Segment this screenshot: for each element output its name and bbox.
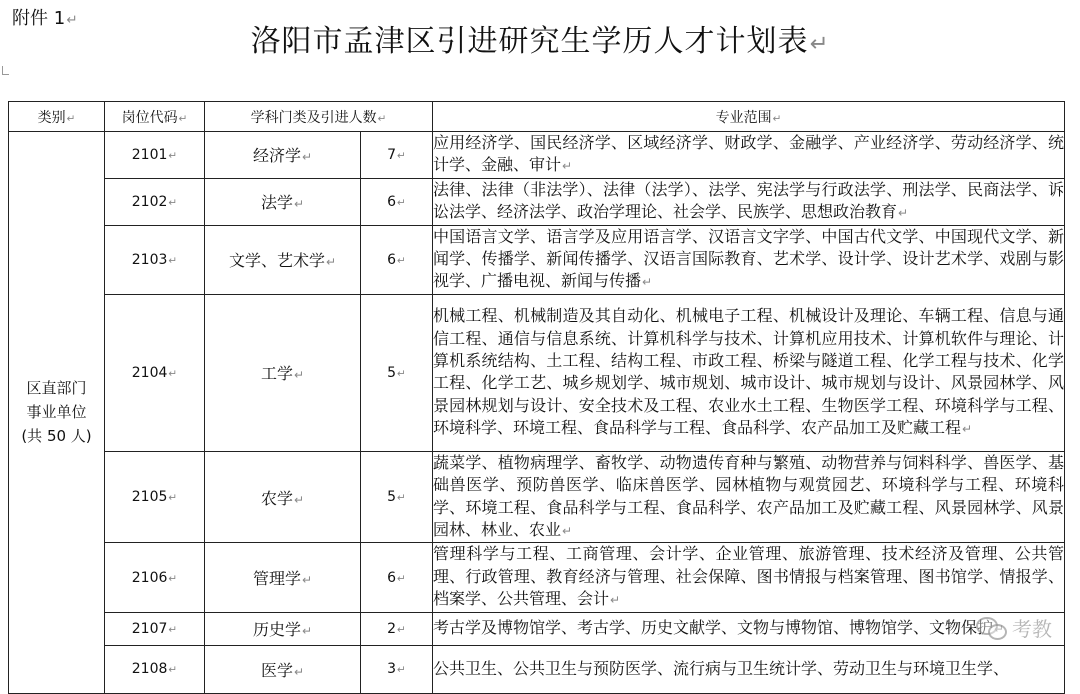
count-cell: 5↵ bbox=[361, 451, 433, 543]
scope-cell: 中国语言文学、语言学及应用语言学、汉语言文字学、中国古代文学、中国现代文学、新闻学、传播学、新闻传播学、汉语言国际教育、艺术学、设计学、设计艺术学、戏剧与影视学、广播电视、新闻与传播↵ bbox=[433, 225, 1065, 294]
count-cell: 5↵ bbox=[361, 294, 433, 451]
header-category: 类别↵ bbox=[9, 102, 105, 132]
scope-cell: 法律、法律（非法学）、法律（法学）、法学、宪法学与行政法学、刑法学、民商法学、诉讼法学、经济法学、政治学理论、社会学、民族学、思想政治教育↵ bbox=[433, 178, 1065, 225]
table-row bbox=[9, 225, 1065, 294]
header-code: 岗位代码↵ bbox=[105, 102, 205, 132]
table-row bbox=[9, 178, 1065, 225]
header-scope: 专业范围↵ bbox=[433, 102, 1065, 132]
table-row bbox=[9, 543, 1065, 612]
attachment-label: 附件 1↵ bbox=[12, 8, 78, 29]
scope-cell: 管理科学与工程、工商管理、会计学、企业管理、旅游管理、技术经济及管理、公共管理、行政管理、教育经济与管理、社会保障、图书情报与档案管理、图书馆学、情报学、档案学、公共管理、会计↵ bbox=[433, 543, 1065, 612]
table-row bbox=[9, 294, 1065, 451]
scope-cell: 应用经济学、国民经济学、区域经济学、财政学、金融学、产业经济学、劳动经济学、统计学、金融、审计↵ bbox=[433, 132, 1065, 179]
code-cell: 2106↵ bbox=[105, 543, 205, 612]
scope-cell: 蔬菜学、植物病理学、畜牧学、动物遗传育种与繁殖、动物营养与饲料科学、兽医学、基础兽医学、预防兽医学、临床兽医学、园林植物与观赏园艺、环境科学与工程、环境科学、环境工程、食品科学与工程、食品科学、农产品加工及贮藏工程、风景园林学、风景园林、林业、农业↵ bbox=[433, 451, 1065, 543]
page-title: 洛阳市孟津区引进研究生学历人才计划表↵ bbox=[250, 24, 830, 59]
code-cell: 2101↵ bbox=[105, 132, 205, 179]
category-cell bbox=[9, 132, 105, 694]
code-cell: 2104↵ bbox=[105, 294, 205, 451]
subject-cell: 医学↵ bbox=[205, 645, 361, 693]
subject-cell: 历史学↵ bbox=[205, 612, 361, 645]
category-line: 区直部门 bbox=[26, 379, 87, 398]
count-cell: 2↵ bbox=[361, 612, 433, 645]
subject-cell: 文学、艺术学↵ bbox=[205, 225, 361, 294]
subject-cell: 农学↵ bbox=[205, 451, 361, 543]
count-cell: 7↵ bbox=[361, 132, 433, 179]
table-row bbox=[9, 132, 1065, 179]
header-subject-count: 学科门类及引进人数↵ bbox=[205, 102, 433, 132]
subject-cell: 经济学↵ bbox=[205, 132, 361, 179]
table-row bbox=[9, 645, 1065, 693]
category-line: (共 50 人) bbox=[21, 427, 92, 446]
code-cell: 2108↵ bbox=[105, 645, 205, 693]
category-line: 事业单位 bbox=[26, 403, 87, 422]
code-cell: 2102↵ bbox=[105, 178, 205, 225]
subject-cell: 法学↵ bbox=[205, 178, 361, 225]
code-cell: 2103↵ bbox=[105, 225, 205, 294]
table-row bbox=[9, 451, 1065, 543]
count-cell: 6↵ bbox=[361, 543, 433, 612]
code-cell: 2107↵ bbox=[105, 612, 205, 645]
margin-marker bbox=[2, 66, 9, 75]
subject-cell: 工学↵ bbox=[205, 294, 361, 451]
table-header-row bbox=[9, 102, 1065, 132]
scope-cell: 考古学及博物馆学、考古学、历史文献学、文物与博物馆、博物馆学、文物保护↵ bbox=[433, 612, 1065, 645]
table-row bbox=[9, 612, 1065, 645]
count-cell: 3↵ bbox=[361, 645, 433, 693]
code-cell: 2105↵ bbox=[105, 451, 205, 543]
scope-cell: 公共卫生、公共卫生与预防医学、流行病与卫生统计学、劳动卫生与环境卫生学、 bbox=[433, 645, 1065, 693]
scope-cell: 机械工程、机械制造及其自动化、机械电子工程、机械设计及理论、车辆工程、信息与通信工程、通信与信息系统、计算机科学与技术、计算机应用技术、计算机软件与理论、计算机系统结构、土工程、结构工程、市政工程、桥梁与隧道工程、化学工程与技术、化学工程、化学工艺、城乡规划学、城市规划、城市设计、城市规划与设计、风景园林学、风景园林规划与设计、安全技术及工程、农业水土工程、生物医学工程、环境科学与工程、环境科学、环境工程、食品科学与工程、食品科学、农产品加工及贮藏工程↵ bbox=[433, 294, 1065, 451]
watermark-text: 考教 bbox=[1012, 617, 1052, 641]
talent-plan-table bbox=[8, 101, 1065, 694]
count-cell: 6↵ bbox=[361, 178, 433, 225]
subject-cell: 管理学↵ bbox=[205, 543, 361, 612]
count-cell: 6↵ bbox=[361, 225, 433, 294]
